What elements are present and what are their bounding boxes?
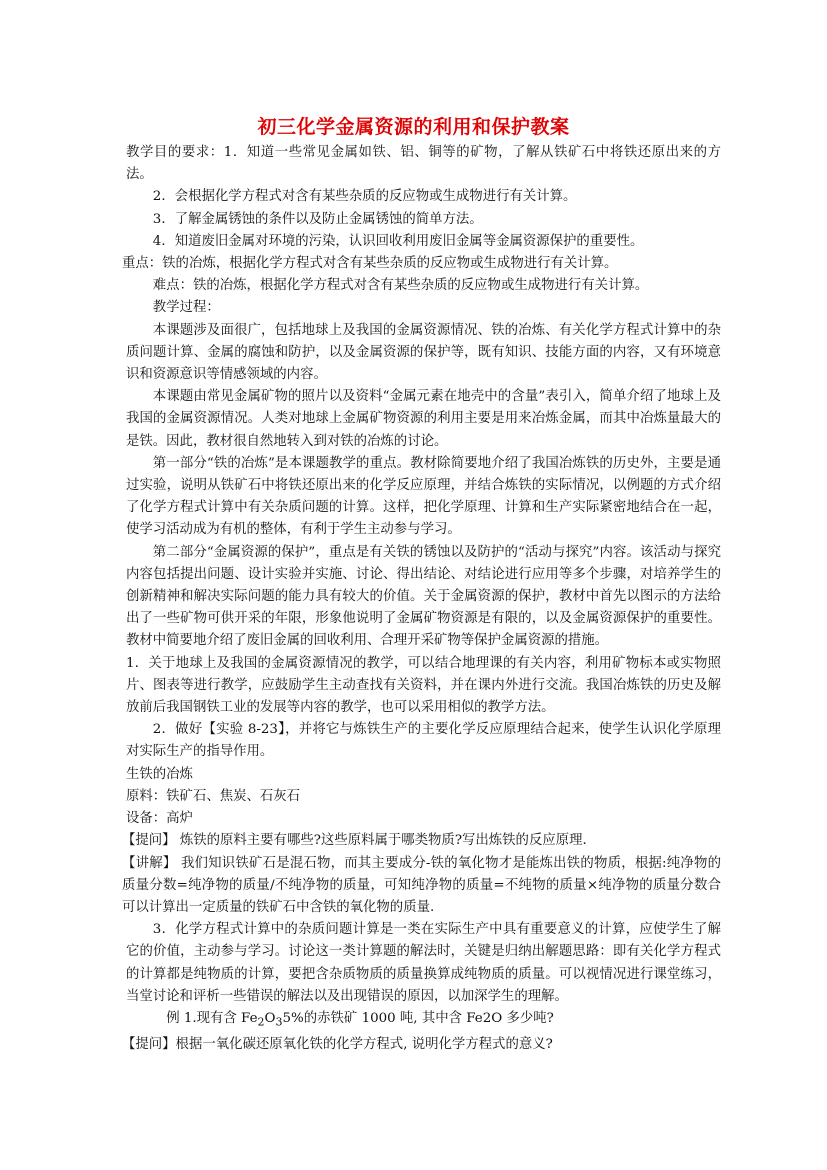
question-1 (122, 830, 721, 852)
paragraph-5: 1．关于地球上及我国的金属资源情况的教学，可以结合地理课的有关内容，利用矿物标本或实物照片、图表等进行教学，应鼓励学生主动查找有关资料，并在课内外进行交流。我国冶炼铁的历史及解放前后我国钢铁工业的发展等内容的教学，也可以采用相似的教学方法。 (126, 655, 721, 716)
explanation-1 (122, 853, 721, 920)
goal-2: 2．会根据化学方程式对含有某些杂质的反应物或生成物进行有关计算。 (152, 189, 577, 205)
paragraph-3: 第一部分“铁的冶炼”是本课题教学的重点。教材除简要地介绍了我国冶炼铁的历史外，主要是通过实验，说明从铁矿石中将铁还原出来的化学反应原理，并结合炼铁的实际情况，以例题的方式介绍了化学方程式计算中有关杂质问题的计算。这样，把化学原理、计算和生产实际紧密地结合在一起，使学习活动成为有机的整体，有利于学生主动参与学习。 (126, 455, 721, 538)
difficult-point: 难点：铁的冶炼，根据化学方程式对含有某些杂质的反应物或生成物进行有关计算。 (152, 278, 649, 294)
question-tag: 【提问】 (122, 833, 176, 849)
paragraph-1: 本课题涉及面很广，包括地球上及我国的金属资源情况、铁的冶炼、有关化学方程式计算中的杂质问题计算、金属的腐蚀和防护，以及金属资源的保护等，既有知识、技能方面的内容，又有环境意识和资源意识等情感领域的内容。 (126, 322, 721, 383)
goal-3: 3．了解金属锈蚀的条件以及防止金属锈蚀的简单方法。 (152, 211, 483, 227)
paragraph-4: 第二部分“金属资源的保护”，重点是有关铁的锈蚀以及防护的“活动与探究”内容。该活动与探究内容包括提出问题、设计实验并实施、讨论、得出结论、对结论进行应用等多个步骤，对培养学生的创新精神和解决实际问题的能力具有较大的价值。关于金属资源的保护，教材中首先以图示的方法给出了一些矿物可供开采的年限，形象他说明了金属矿物资源是有限的，以及金属资源保护的重要性。教材中简要地介绍了废旧金属的回收利用、合理开采矿物等保护金属资源的措施。 (126, 544, 721, 649)
document-body (122, 142, 721, 1056)
example-1: 例 1.现有含 $Fe_2O_35\%$的赤铁矿 1000 吨, 其中含 Fe2O 多少吨? (166, 1010, 554, 1029)
goal-1: 教学目的要求：1．知道一些常见金属如铁、铝、铜等的矿物，了解从铁矿石中将铁还原出来的方法。 (126, 145, 721, 183)
explanation-text: 我们知识铁矿石是混石物，而其主要成分-铁的氧化物才是能炼出铁的物质，根据:纯净物的质量分数=纯净物的质量/不纯净物的质量，可知纯净物的质量=不纯物的质量×纯净物的质量分数合可以计算出一定质量的铁矿石中含铁的氧化物的质量. (122, 855, 721, 915)
paragraph-2: 本课题由常见金属矿物的照片以及资料“金属元素在地壳中的含量”表引入，简单介绍了地球上及我国的金属资源情况。人类对地球上金属矿物资源的利用主要是用来冶炼金属，而其中冶炼量最大的是铁。因此，教材很自然地转入到对铁的冶炼的讨论。 (126, 389, 721, 449)
question-text: 炼铁的原料主要有哪些?这些原料属于哪类物质?写出炼铁的反应原理. (179, 833, 587, 849)
paragraph-6: 2．做好【实验 8-23】，并将它与炼铁生产的主要化学反应原理结合起来，使学生认识化学原理对实际生产的指导作用。 (126, 722, 721, 760)
iron-equipment: 设备：高炉 (126, 811, 193, 827)
document-title: 初三化学金属资源的利用和保护教案 (257, 116, 570, 138)
explanation-tag: 【讲解】 (122, 855, 177, 871)
teaching-process-label: 教学过程： (152, 300, 220, 316)
paragraph-7: 3．化学方程式计算中的杂质问题计算是一类在实际生产中具有重要意义的计算，应使学生了解它的价值，主动参与学习。讨论这一类计算题的解法时，关键是归纳出解题思路：即有关化学方程式的计算都是纯物质的计算，要把含杂质物质的质量换算成纯物质的质量。可以视情况进行课堂练习，当堂讨论和评析一些错误的解法以及出现错误的原因，以加深学生的理解。 (126, 922, 721, 1004)
iron-section-heading: 生铁的冶炼 (126, 766, 193, 782)
goal-4: 4．知道废旧金属对环境的污染，认识回收利用废旧金属等金属资源保护的重要性。 (152, 233, 644, 249)
key-point: 重点：铁的冶炼，根据化学方程式对含有某些杂质的反应物或生成物进行有关计算。 (122, 256, 618, 272)
iron-materials: 原料：铁矿石、焦炭、石灰石 (126, 788, 301, 804)
last-question: 【提问】根据一氧化碳还原氧化铁的化学方程式, 说明化学方程式的意义? (122, 1036, 553, 1052)
